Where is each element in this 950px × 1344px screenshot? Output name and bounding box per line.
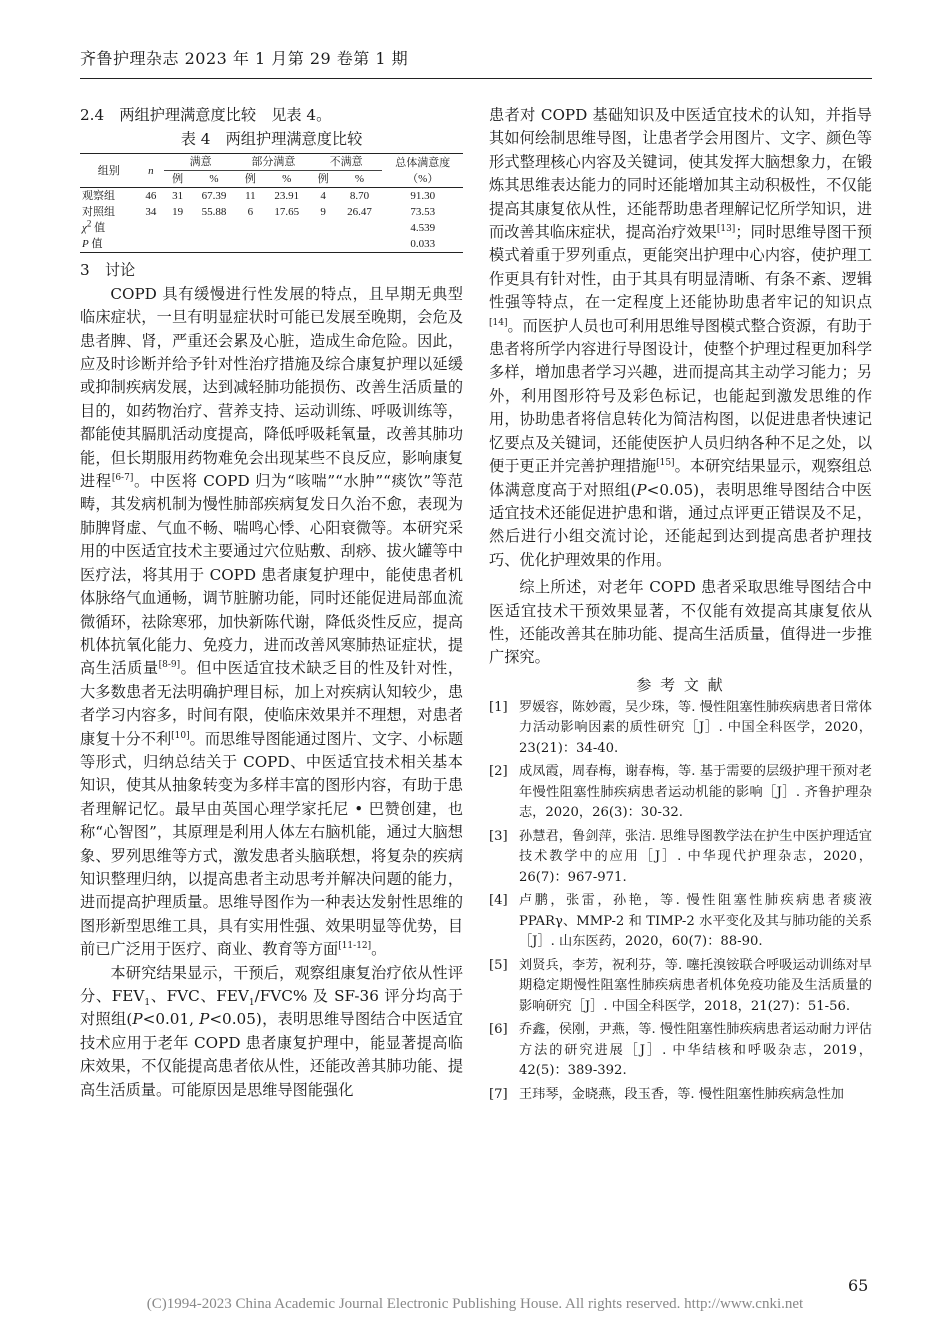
references-title: 参 考 文 献 [636, 675, 725, 694]
table-row-chi [80, 220, 463, 236]
table-header-total: 总体满意度 [382, 154, 463, 171]
table-cell: 8.70 [349, 190, 370, 203]
table-cell: 91.30 [410, 190, 436, 203]
table-4-caption: 表 4 两组护理满意度比较 [180, 130, 363, 149]
table-subheader-percent: % [264, 171, 310, 188]
table-subheader-count: 例 [237, 171, 264, 188]
citation: [8-9] [158, 660, 181, 671]
reference-item: [5] 刘贤兵，李芳，祝利芬，等. 噻托溴铵联合呼吸运动训练对早期稳定期慢性阻塞性肺疾病患者机体免疫功能及生活质量的影响研究［J］. 中国全科医学，2018，21(27)：51-56. [489, 957, 872, 1014]
reference-item: [4] 卢鹏，张雷，孙艳，等. 慢性阻塞性肺疾病患者痰液 PPARγ、MMP-2 和 TIMP-2 水平变化及其与肺功能的关系［J］. 山东医药，2020，60(7)：88-90. [489, 893, 872, 950]
reference-item: [1] 罗媛容，陈妙霞，吴少珠，等. 慢性阻塞性肺疾病患者日常体力活动影响因素的质性研究［J］. 中国全科医学，2020，23(21)：34-40. [489, 699, 872, 756]
section-2-4-title: 2.4 两组护理满意度比较 见表 4。 [80, 106, 332, 124]
discussion-paragraph-1: COPD 具有缓慢进行性发展的特点，且早期无典型临床症状，一旦有明显症状时可能已发展至晚期，会危及患者脾、肾，严重还会累及心脏，造成生命危险。因此，应及时诊断并给予针对性治疗措施及综合康复护理以延缓或抑制疾病发展，达到减轻肺功能损伤、改善生活质量的目的，如药物治疗、营养支持、运动训练、呼吸训练等，都能使其膈肌活动度提高，降低呼吸耗氧量，改善其肺功能，但长期服用药物难免会出现某些不良反应，影响康复进程[6-7]。中医将 COPD 归为“咳喘”“水肿”“痰饮”等范畴，其发病机制为慢性肺部疾病复发日久治不愈，表现为肺脾肾虚、气血不畅、喘鸣心悸、心阳衰微等。本研究采用的中医适宜技术主要通过穴位贴敷、刮痧、拔火罐等中医疗法，将其用于 COPD 患者康复护理中，能使患者机体脉络气血通畅，调节脏腑功能，同时还能促进局部血流微循环，祛除寒邪，加快新陈代谢，降低炎性反应，提高机体抗氧化能力、免疫力，进而改善风寒肺热证症状，提高生活质量[8-9]。但中医适宜技术缺乏目的性及针对性，大多数患者无法明确护理目标，加上对疾病认知较少，患者学习内容多，时间有限，使临床效果并不理想，对患者康复十分不利[10]。而思维导图能通过图片、文字、小标题等形式，归纳总结关于 COPD、中医适宜技术相关基本知识，使其从抽象转变为多样丰富的图形内容，有助于患者理解记忆。最早由英国心理学家托尼 • 巴赞创建，也称“心智图”，其原理是利用人体左右脑机能，通过大脑想象、罗列思维等方式，激发患者头脑联想，将复杂的疾病知识整理归纳，以提高患者主动思考并解决问题的能力，进而提高护理质量。思维导图作为一种表达发射性思维的图形新型思维工具，具有实用性强、效果明显等优势，目前已广泛用于医疗、商业、教育等方面[11-12]。 [80, 284, 464, 959]
chi-square-value: 4.539 [410, 222, 436, 235]
table-header-satisfied: 满意 [164, 154, 237, 171]
reference-item: [2] 成凤霞，周春梅，谢春梅，等. 基于需要的层级护理干预对老年慢性阻塞性肺疾病患者运动机能的影响［J］. 齐鲁护理杂志，2020，26(3)：30-32. [489, 764, 872, 821]
table-header-group: 组别 [80, 154, 137, 188]
citation: [15] [656, 458, 675, 469]
table-cell: 对照组 [82, 206, 115, 219]
table-cell: 67.39 [201, 190, 227, 203]
table-cell: 55.88 [201, 206, 227, 219]
table-row [80, 204, 463, 220]
table-subheader-percent: % [191, 171, 237, 188]
journal-header: 齐鲁护理杂志 2023 年 1 月第 29 卷第 1 期 [80, 49, 409, 68]
reference-item: [6] 乔鑫，侯刚，尹燕，等. 慢性阻塞性肺疾病患者运动耐力评估方法的研究进展［J］. 中华结核和呼吸杂志，2019，42(5)：389-392. [489, 1022, 872, 1079]
table-subheader-percent: % [337, 171, 383, 188]
conclusion-paragraph: 综上所述，对老年 COPD 患者采取思维导图结合中医适宜技术干预效果显著，不仅能有效提高其康复依从性，还能改善其在肺功能、提高生活质量，值得进一步推广探究。 [489, 578, 872, 667]
table-cell: 19 [172, 206, 184, 219]
reference-item: [3] 孙慧君，鲁剑萍，张洁. 思维导图教学法在护生中医护理适宜技术教学中的应用［J］. 中华现代护理杂志，2020，26(7)：967-971. [489, 828, 872, 885]
references-list [489, 698, 872, 1106]
table-cell: 31 [172, 190, 184, 203]
discussion-paragraph-2: 本研究结果显示，干预后，观察组康复治疗依从性评分、$FEV_1$、FVC、$FEV_1/FVC\%$ 及 SF-36 评分均高于对照组(P<0.01, P<0.05)，表明思维导图结合中医适宜技术应用于老年 COPD 患者康复护理中，能显著提高临床效果，不仅能提高患者依从性，还能改善其肺功能、提高生活质量。可能原因是思维导图能强化 [80, 963, 464, 1099]
table-cell: 6 [247, 206, 254, 219]
table-row [80, 188, 463, 205]
table-subheader-total-unit: （%） [382, 171, 463, 188]
table-cell: 46 [145, 190, 157, 203]
citation: [14] [489, 317, 508, 328]
reference-item: [7] 王玮琴，金晓燕，段玉香，等. 慢性阻塞性肺疾病急性加 [489, 1086, 844, 1102]
right-column [489, 104, 872, 1108]
table-header-n: n [137, 154, 164, 188]
table-header-partial: 部分满意 [237, 154, 310, 171]
copyright-footer: (C)1994-2023 China Academic Journal Electronic Publishing House. All rights reserved. http://www.cnki.net [146, 1296, 804, 1312]
citation: [10] [171, 730, 190, 741]
table-cell: 23.91 [274, 190, 300, 203]
left-column [80, 104, 463, 1102]
table-cell: 观察组 [82, 190, 115, 203]
page-number: 65 [848, 1276, 869, 1295]
table-header-unsatisfied: 不满意 [310, 154, 383, 171]
table-cell: 11 [245, 190, 256, 203]
discussion-paragraph-3: 患者对 COPD 基础知识及中医适宜技术的认知，并指导其如何绘制思维导图，让患者学会用图片、文字、颜色等形式整理核心内容及关键词，使其发挥大脑想象力，在锻炼其思维表达能力的同时还能增加其主动积极性，不仅能提高其康复依从性，还能帮助患者理解记忆所学知识，进而改善其临床症状，提高治疗效果[13]；同时思维导图干预模式着重于罗列重点，更能突出护理中心内容，使护理工作更具有针对性，由于其具有明显清晰、有条不紊、逻辑性强等特点，在一定程度上还能协助患者牢记的知识点[14]。而医护人员也可利用思维导图模式整合资源，有助于患者将所学内容进行导图设计，使整个护理过程更加科学多样，增加患者学习兴趣，进而提高其主动学习能力；另外，利用图形符号及彩色标记，也能起到激发思维的作用，协助患者将信息转化为简洁构图，以促进患者快速记忆要点及关键词，还能使医护人员归纳各种不足之处，以便于更正并完善护理措施[15]。本研究结果显示，观察组总体满意度高于对照组(P<0.05)，表明思维导图结合中医适宜技术还能促进护患和谐，通过点评更正错误及不足，然后进行小组交流讨论，还能起到达到提高患者护理技巧、优化护理效果的作用。 [489, 106, 873, 569]
chi-square-label: $\chi^2$ 值 [82, 218, 106, 235]
header-rule [80, 78, 872, 79]
p-value: 0.033 [382, 236, 463, 253]
table-4 [80, 153, 463, 253]
table-cell: 34 [145, 206, 157, 219]
section-3-title: 3 讨论 [80, 261, 136, 280]
p-value-label: P 值 [80, 236, 382, 253]
table-cell: 9 [320, 206, 326, 219]
table-subheader-count: 例 [164, 171, 191, 188]
table-cell: 73.53 [410, 206, 436, 219]
table-row-p [80, 236, 463, 253]
citation: [6-7] [111, 473, 134, 483]
table-cell: 17.65 [274, 206, 300, 219]
table-cell: 4 [320, 190, 326, 203]
table-subheader-count: 例 [310, 171, 337, 188]
citation: [11-12] [338, 941, 372, 952]
citation: [13] [716, 223, 736, 234]
table-cell: 26.47 [347, 206, 372, 219]
